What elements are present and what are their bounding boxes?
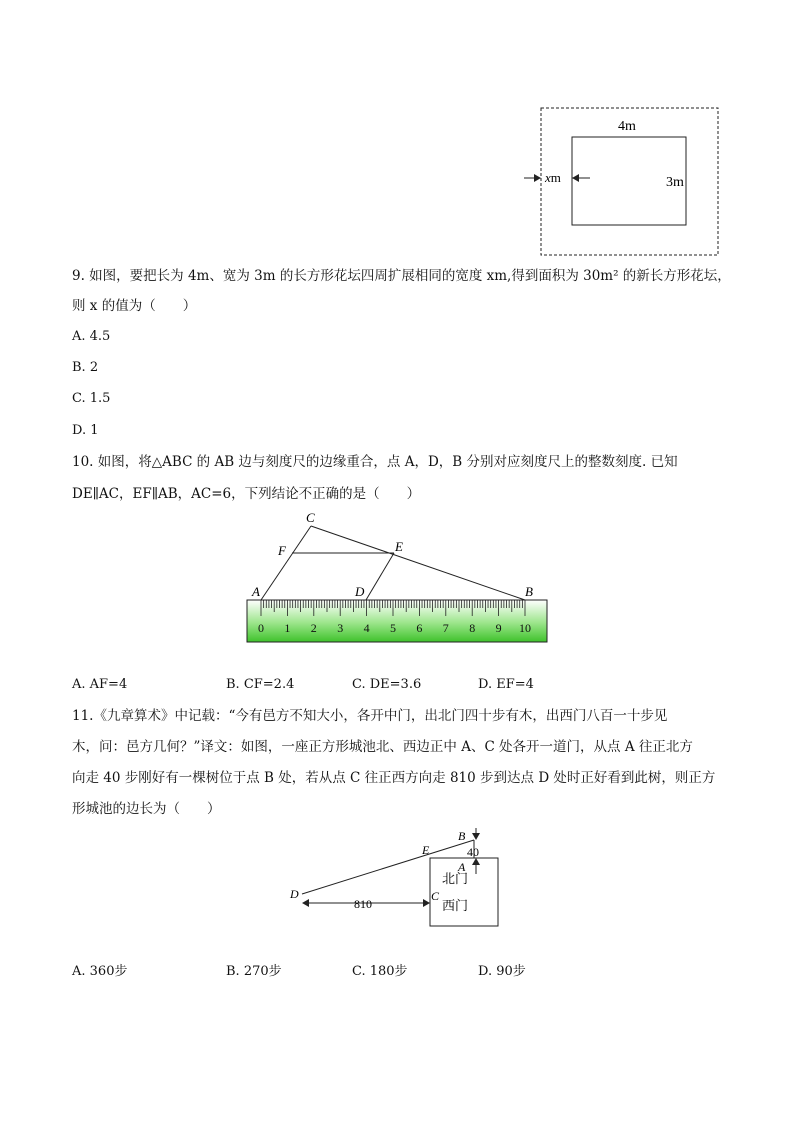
q11-option-c[interactable]: C. 180步 <box>352 964 408 979</box>
dim-arrow-left <box>302 899 309 907</box>
ruler-number: 2 <box>310 621 317 635</box>
north-gate-label: 北门 <box>442 871 469 886</box>
label-xm: xm <box>545 170 561 185</box>
west-gate-label: 西门 <box>442 898 469 913</box>
distance-810-label: 810 <box>354 897 372 911</box>
point-b-label: B <box>458 829 466 843</box>
q10-stem-line2: DE∥AC，EF∥AB，AC=6，下列结论不正确的是（ ） <box>72 486 421 502</box>
q9-option-b[interactable]: B. 2 <box>72 360 99 375</box>
ruler <box>247 600 547 642</box>
point-c-label: C <box>431 889 440 903</box>
q10-option-b[interactable]: B. CF=2.4 <box>226 677 295 692</box>
q10-option-a[interactable]: A. AF=4 <box>72 677 128 692</box>
q11-stem-line1: 11.《九章算术》中记载：“今有邑方不知大小，各开中门，出北门四十步有木，出西门八百一十步见 <box>72 708 668 724</box>
q11-option-a[interactable]: A. 360步 <box>72 964 128 979</box>
q9-stem-line1: 9. 如图，要把长为 4m、宽为 3m 的长方形花坛四周扩展相同的宽度 xm,得到面积为 30m² 的新长方形花坛， <box>72 268 731 284</box>
ruler-number: 1 <box>284 621 291 635</box>
q11-stem-line3: 向走 40 步刚好有一棵树位于点 B 处，若从点 C 往正西方向走 810 步到达点 D 处时正好看到此树，则正方 <box>72 770 716 786</box>
q9-stem-line2: 则 x 的值为（ ） <box>72 298 197 314</box>
dim-arrow-right <box>423 899 430 907</box>
point-a-label: A <box>252 584 260 599</box>
q11-figure <box>284 826 506 932</box>
ruler-number: 5 <box>390 621 396 635</box>
q9-figure <box>520 104 726 260</box>
point-d-label: D <box>355 584 365 599</box>
point-a-label: A <box>458 860 466 874</box>
distance-40-label: 40 <box>467 845 479 859</box>
side-cb <box>311 526 525 600</box>
label-4m: 4m <box>618 119 636 134</box>
arrow-left-head <box>534 174 541 182</box>
point-d-label: D <box>290 887 299 901</box>
arrow-right-head <box>572 174 579 182</box>
q10-option-c[interactable]: C. DE=3.6 <box>352 677 422 692</box>
point-f-label: F <box>278 543 286 558</box>
point-c-label: C <box>306 510 315 525</box>
q11-stem-line4: 形城池的边长为（ ） <box>72 801 221 817</box>
ruler-number: 10 <box>519 621 531 635</box>
ruler-number: 9 <box>495 621 502 635</box>
side-ac <box>261 526 311 600</box>
ruler-number: 4 <box>363 621 370 635</box>
q9-option-c[interactable]: C. 1.5 <box>72 391 111 406</box>
q11-option-d[interactable]: D. 90步 <box>478 964 526 979</box>
north-arrow-head-top <box>472 833 480 840</box>
point-b-label: B <box>525 584 533 599</box>
ruler-number: 0 <box>258 621 264 635</box>
q11-stem-line2: 木，问：邑方几何？”译文：如图，一座正方形城池北、西边正中 A、C 处各开一道门，从点 A 往正北方 <box>72 739 693 755</box>
ruler-number: 6 <box>416 621 423 635</box>
point-e-label: E <box>422 843 430 857</box>
q9-option-d[interactable]: D. 1 <box>72 423 99 438</box>
q10-option-d[interactable]: D. EF=4 <box>478 677 534 692</box>
label-3m: 3m <box>666 175 684 190</box>
q9-option-a[interactable]: A. 4.5 <box>72 329 111 344</box>
ruler-number: 8 <box>469 621 476 635</box>
ruler-number: 3 <box>337 621 344 635</box>
north-arrow-head-bottom <box>472 858 480 865</box>
point-e-label: E <box>395 539 403 554</box>
q11-option-b[interactable]: B. 270步 <box>226 964 282 979</box>
segment-de <box>366 553 394 600</box>
ruler-number: 7 <box>442 621 449 635</box>
q10-stem-line1: 10. 如图，将△ABC 的 AB 边与刻度尺的边缘重合，点 A，D，B 分别对应刻度尺上的整数刻度. 已知 <box>72 454 678 470</box>
q10-figure <box>240 508 552 646</box>
